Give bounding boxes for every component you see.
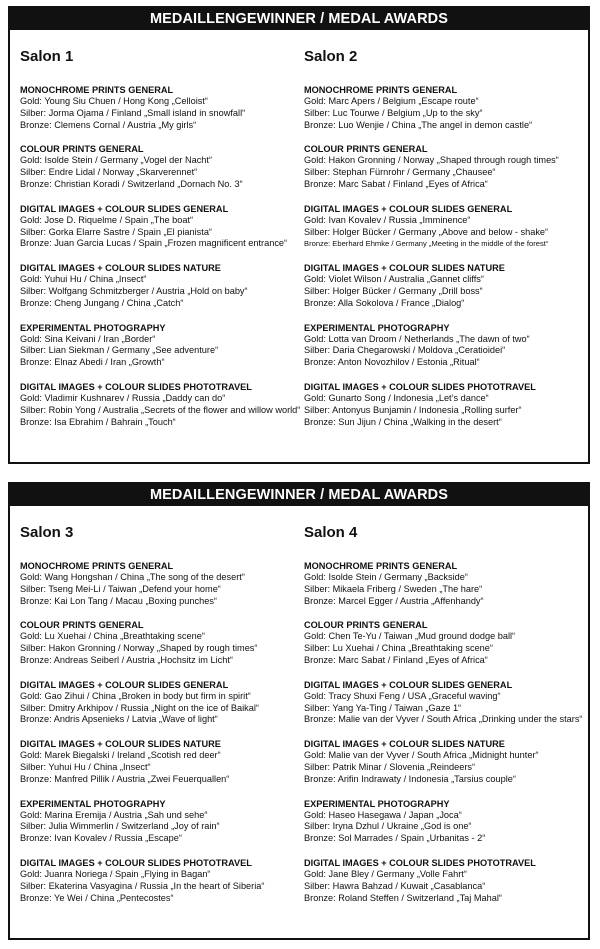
medal-awards-panel-top bbox=[8, 6, 590, 464]
salon-columns bbox=[10, 32, 588, 462]
category-title: DIGITAL IMAGES + COLOUR SLIDES NATURE bbox=[304, 263, 505, 274]
award-line: Gold: Jane Bley / Germany „Volle Fahrt“ bbox=[304, 868, 467, 879]
salon-column bbox=[304, 508, 586, 916]
award-category bbox=[304, 619, 586, 666]
award-line: Silber: Hakon Gronning / Norway „Shaped by rough times“ bbox=[20, 643, 258, 654]
award-line: Bronze: Clemens Cornal / Austria „My girls“ bbox=[20, 119, 197, 130]
award-category bbox=[20, 619, 302, 666]
award-category bbox=[20, 798, 302, 845]
award-category bbox=[304, 322, 586, 369]
salon-column bbox=[20, 508, 302, 916]
award-line: Silber: Holger Bücker / Germany „Drill boss“ bbox=[304, 285, 483, 296]
award-line: Bronze: Ye Wei / China „Pentecostes“ bbox=[20, 892, 174, 903]
award-line: Gold: Marina Eremija / Austria „Sah und sehe“ bbox=[20, 809, 208, 820]
medal-awards-panel-bottom bbox=[8, 482, 590, 940]
category-title: EXPERIMENTAL PHOTOGRAPHY bbox=[304, 798, 450, 809]
award-line: Silber: Antonyus Bunjamin / Indonesia „Rolling surfer“ bbox=[304, 404, 522, 415]
award-line: Gold: Gao Zihui / China „Broken in body but firm in spirit“ bbox=[20, 690, 251, 701]
category-title: DIGITAL IMAGES + COLOUR SLIDES GENERAL bbox=[304, 679, 513, 690]
award-line: Bronze: Luo Wenjie / China „The angel in demon castle“ bbox=[304, 119, 533, 130]
award-line: Gold: Juanra Noriega / Spain „Flying in Bagan“ bbox=[20, 868, 211, 879]
salon-title: Salon 4 bbox=[304, 524, 358, 541]
category-title: DIGITAL IMAGES + COLOUR SLIDES PHOTOTRAVEL bbox=[304, 381, 536, 392]
award-category bbox=[20, 679, 302, 726]
award-line: Bronze: Isa Ebrahim / Bahrain „Touch“ bbox=[20, 416, 176, 427]
salon-title: Salon 1 bbox=[20, 48, 74, 65]
award-category bbox=[20, 381, 302, 428]
category-title: COLOUR PRINTS GENERAL bbox=[20, 144, 144, 155]
category-title: EXPERIMENTAL PHOTOGRAPHY bbox=[20, 798, 166, 809]
category-title: DIGITAL IMAGES + COLOUR SLIDES NATURE bbox=[20, 739, 221, 750]
award-line: Bronze: Andreas Seiberl / Austria „Hochsitz im Licht“ bbox=[20, 654, 233, 665]
award-line: Silber: Gorka Elarre Sastre / Spain „El pianista“ bbox=[20, 226, 212, 237]
award-line: Gold: Marc Apers / Belgium „Escape route“ bbox=[304, 96, 479, 106]
award-line: Gold: Vladimir Kushnarev / Russia „Daddy can do“ bbox=[20, 392, 226, 403]
salon-column bbox=[20, 32, 302, 440]
category-title: COLOUR PRINTS GENERAL bbox=[20, 620, 144, 631]
award-line: Bronze: Marcel Egger / Austria „Affenhandy“ bbox=[304, 595, 484, 606]
award-line: Bronze: Arifin Indrawaty / Indonesia „Tarsius couple“ bbox=[304, 773, 516, 784]
award-line: Gold: Marek Biegalski / Ireland „Scotish red deer“ bbox=[20, 750, 221, 761]
award-line: Silber: Ekaterina Vasyagina / Russia „In the heart of Siberia“ bbox=[20, 880, 265, 891]
award-line: Silber: Robin Yong / Australia „Secrets of the flower and willow world“ bbox=[20, 404, 301, 415]
award-line: Silber: Hawra Bahzad / Kuwait „Casablanca“ bbox=[304, 880, 486, 891]
award-line: Bronze: Kai Lon Tang / Macau „Boxing punches“ bbox=[20, 595, 217, 606]
award-category bbox=[20, 560, 302, 607]
award-line: Gold: Haseo Hasegawa / Japan „Joca“ bbox=[304, 809, 462, 820]
award-category bbox=[304, 381, 586, 428]
award-line: Gold: Violet Wilson / Australia „Gannet cliffs“ bbox=[304, 274, 484, 285]
award-line: Gold: Jose D. Riquelme / Spain „The boat“ bbox=[20, 214, 194, 225]
award-line: Bronze: Sol Marrades / Spain „Urbanitas - 2“ bbox=[304, 833, 486, 844]
award-line: Silber: Daria Chegarowski / Moldova „Ceratioidei“ bbox=[304, 345, 506, 356]
award-line: Gold: Malie van der Vyver / South Africa „Midnight hunter“ bbox=[304, 750, 539, 761]
award-line: Silber: Yuhui Hu / China „Insect“ bbox=[20, 761, 151, 772]
award-line: Gold: Young Siu Chuen / Hong Kong „Celloist“ bbox=[20, 96, 208, 106]
salon-column bbox=[304, 32, 586, 440]
award-line: Gold: Gunarto Song / Indonesia „Let’s dance“ bbox=[304, 392, 489, 403]
award-line: Gold: Chen Te-Yu / Taiwan „Mud ground dodge ball“ bbox=[304, 631, 516, 642]
award-line: Silber: Endre Lidal / Norway „Skarverennet“ bbox=[20, 167, 198, 178]
award-line: Bronze: Manfred Pillik / Austria „Zwei Feuerquallen“ bbox=[20, 773, 230, 784]
award-line: Silber: Wolfgang Schmitzberger / Austria „Hold on baby“ bbox=[20, 285, 248, 296]
award-category bbox=[304, 262, 586, 309]
award-line: Bronze: Eberhard Ehmke / Germany „Meeting in the middle of the forest“ bbox=[304, 239, 549, 249]
award-line: Bronze: Cheng Jungang / China „Catch“ bbox=[20, 297, 184, 308]
category-title: DIGITAL IMAGES + COLOUR SLIDES GENERAL bbox=[20, 679, 229, 690]
category-title: DIGITAL IMAGES + COLOUR SLIDES GENERAL bbox=[304, 203, 513, 214]
category-title: DIGITAL IMAGES + COLOUR SLIDES GENERAL bbox=[20, 203, 229, 214]
award-line: Bronze: Juan Garcia Lucas / Spain „Frozen magnificent entrance“ bbox=[20, 238, 288, 249]
category-title: DIGITAL IMAGES + COLOUR SLIDES PHOTOTRAVEL bbox=[304, 857, 536, 868]
category-title: DIGITAL IMAGES + COLOUR SLIDES PHOTOTRAVEL bbox=[20, 381, 252, 392]
award-line: Bronze: Marc Sabat / Finland „Eyes of Africa“ bbox=[304, 178, 488, 189]
salon-title: Salon 2 bbox=[304, 48, 358, 65]
award-line: Silber: Stephan Fürnrohr / Germany „Chausee“ bbox=[304, 167, 496, 178]
award-line: Bronze: Sun Jijun / China „Walking in the desert“ bbox=[304, 416, 502, 427]
award-category bbox=[20, 738, 302, 785]
award-category bbox=[304, 143, 586, 190]
category-title: COLOUR PRINTS GENERAL bbox=[304, 144, 428, 155]
award-category bbox=[20, 262, 302, 309]
award-line: Bronze: Marc Sabat / Finland „Eyes of Africa“ bbox=[304, 654, 488, 665]
award-line: Bronze: Ivan Kovalev / Russia „Escape“ bbox=[20, 833, 182, 844]
category-title: DIGITAL IMAGES + COLOUR SLIDES PHOTOTRAVEL bbox=[20, 857, 252, 868]
award-category bbox=[304, 560, 586, 607]
award-line: Gold: Lotta van Droom / Netherlands „The dawn of two“ bbox=[304, 333, 530, 344]
salon-columns bbox=[10, 508, 588, 938]
award-line: Silber: Dmitry Arkhipov / Russia „Night on the ice of Baikal“ bbox=[20, 702, 259, 713]
award-line: Bronze: Malie van der Vyver / South Africa „Drinking under the stars“ bbox=[304, 714, 583, 725]
award-line: Gold: Wang Hongshan / China „The song of the desert“ bbox=[20, 572, 245, 582]
award-category bbox=[20, 203, 302, 250]
award-line: Bronze: Elnaz Abedi / Iran „Growth“ bbox=[20, 357, 165, 368]
panel-header: MEDAILLENGEWINNER / MEDAL AWARDS bbox=[10, 8, 588, 30]
award-line: Silber: Lian Siekman / Germany „See adventure“ bbox=[20, 345, 219, 356]
award-line: Silber: Luc Tourwe / Belgium „Up to the sky“ bbox=[304, 107, 483, 118]
award-category bbox=[20, 143, 302, 190]
award-line: Silber: Yang Ya-Ting / Taiwan „Gaze 1“ bbox=[304, 702, 462, 713]
award-category bbox=[20, 322, 302, 369]
award-line: Gold: Hakon Gronning / Norway „Shaped through rough times“ bbox=[304, 155, 559, 166]
category-title: MONOCHROME PRINTS GENERAL bbox=[304, 85, 458, 95]
award-line: Bronze: Andris Apsenieks / Latvia „Wave of light“ bbox=[20, 714, 218, 725]
award-line: Gold: Sina Keivani / Iran „Border“ bbox=[20, 333, 156, 344]
award-line: Gold: Tracy Shuxi Feng / USA „Graceful waving“ bbox=[304, 690, 501, 701]
award-line: Gold: Isolde Stein / Germany „Backside“ bbox=[304, 572, 468, 582]
award-category bbox=[304, 84, 586, 131]
award-line: Silber: Holger Bücker / Germany „Above and below - shake“ bbox=[304, 226, 549, 237]
award-category bbox=[304, 203, 586, 250]
award-category bbox=[304, 738, 586, 785]
award-line: Silber: Patrik Minar / Slovenia „Reindeers“ bbox=[304, 761, 476, 772]
category-title: MONOCHROME PRINTS GENERAL bbox=[20, 85, 174, 95]
award-line: Gold: Yuhui Hu / China „Insect“ bbox=[20, 274, 147, 285]
award-line: Bronze: Roland Steffen / Switzerland „Taj Mahal“ bbox=[304, 892, 502, 903]
award-category bbox=[304, 857, 586, 904]
panel-header: MEDAILLENGEWINNER / MEDAL AWARDS bbox=[10, 484, 588, 506]
award-category bbox=[20, 84, 302, 131]
category-title: EXPERIMENTAL PHOTOGRAPHY bbox=[304, 322, 450, 333]
award-line: Silber: Tseng Mei-Li / Taiwan „Defend your home“ bbox=[20, 583, 221, 594]
award-line: Silber: Jorma Ojama / Finland „Small island in snowfall“ bbox=[20, 107, 246, 118]
award-line: Silber: Lu Xuehai / China „Breathtaking scene“ bbox=[304, 643, 493, 654]
award-category bbox=[304, 679, 586, 726]
award-line: Gold: Ivan Kovalev / Russia „Imminence“ bbox=[304, 214, 471, 225]
category-title: DIGITAL IMAGES + COLOUR SLIDES NATURE bbox=[20, 263, 221, 274]
award-line: Bronze: Alla Sokolova / France „Dialog“ bbox=[304, 297, 465, 308]
award-line: Gold: Lu Xuehai / China „Breathtaking scene“ bbox=[20, 631, 205, 642]
salon-title: Salon 3 bbox=[20, 524, 74, 541]
category-title: MONOCHROME PRINTS GENERAL bbox=[20, 561, 174, 571]
category-title: COLOUR PRINTS GENERAL bbox=[304, 620, 428, 631]
award-line: Silber: Mikaela Friberg / Sweden „The hare“ bbox=[304, 583, 483, 594]
award-line: Gold: Isolde Stein / Germany „Vogel der Nacht“ bbox=[20, 155, 213, 166]
award-category bbox=[20, 857, 302, 904]
award-line: Bronze: Christian Koradi / Switzerland „Dornach No. 3“ bbox=[20, 178, 243, 189]
award-line: Silber: Julia Wimmerlin / Switzerland „Joy of rain“ bbox=[20, 821, 220, 832]
award-line: Silber: Iryna Dzhul / Ukraine „God is one“ bbox=[304, 821, 472, 832]
award-line: Bronze: Anton Novozhilov / Estonia „Ritual“ bbox=[304, 357, 480, 368]
category-title: MONOCHROME PRINTS GENERAL bbox=[304, 561, 458, 571]
category-title: EXPERIMENTAL PHOTOGRAPHY bbox=[20, 322, 166, 333]
award-category bbox=[304, 798, 586, 845]
category-title: DIGITAL IMAGES + COLOUR SLIDES NATURE bbox=[304, 739, 505, 750]
